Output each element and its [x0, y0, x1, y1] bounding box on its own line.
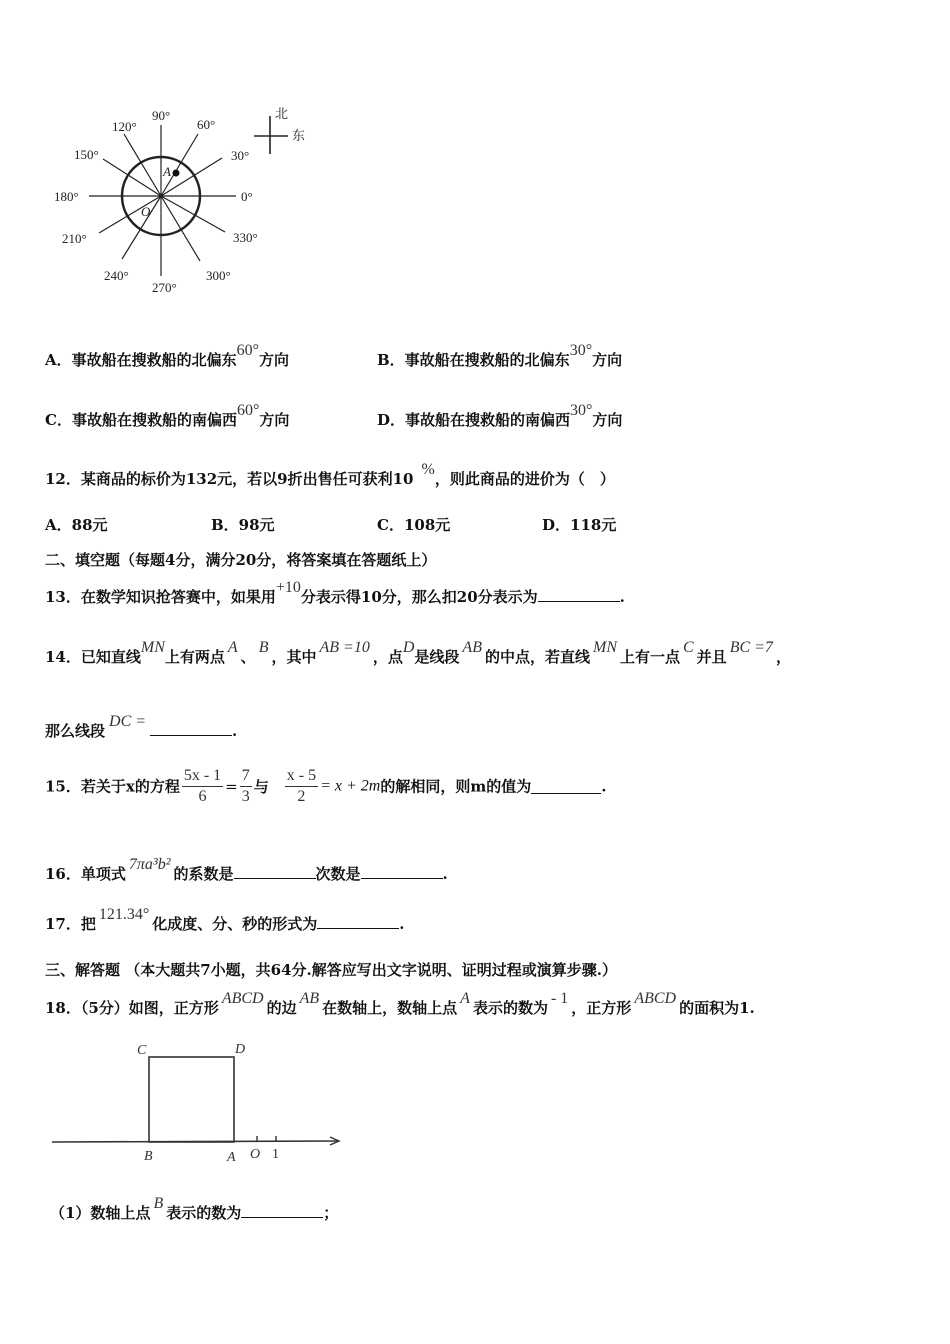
- q18-t6: 的面积为1.: [679, 999, 755, 1017]
- q18-1-t1: （1）数轴上点: [50, 1204, 151, 1222]
- q14-answer-blank[interactable]: [150, 721, 232, 736]
- q14-t7: 的中点，若直线: [484, 648, 590, 666]
- q17-t1: 17．把: [45, 915, 96, 933]
- vertex-b-label: B: [144, 1149, 153, 1164]
- q14-a: A: [227, 639, 238, 656]
- q16-end: .: [442, 865, 448, 883]
- tick-one-label: 1: [272, 1147, 279, 1162]
- q15-answer-blank[interactable]: [531, 779, 601, 794]
- q14-mn2: MN: [592, 639, 617, 656]
- q18-t4: 表示的数为: [472, 999, 548, 1017]
- q15-t1: 15．若关于x的方程: [45, 777, 180, 796]
- angle-label-120: 120°: [112, 119, 137, 134]
- origin-o-label: O: [250, 1147, 261, 1162]
- option-b-suffix: 方向: [592, 351, 623, 369]
- q14-t9: 并且: [696, 648, 727, 666]
- angle-label-30: 30°: [231, 148, 250, 163]
- q18-1-answer-blank[interactable]: [241, 1203, 323, 1218]
- q12-option-d[interactable]: D．118元: [542, 516, 617, 534]
- vertex-c-label: C: [137, 1043, 147, 1058]
- option-d-text: D．事故船在搜救船的南偏西: [377, 411, 571, 429]
- q12-percent: %: [421, 461, 435, 478]
- q15-f3-num: x - 5: [285, 766, 318, 787]
- q14-t1: 14．已知直线: [45, 648, 141, 666]
- point-a-label: A: [163, 164, 171, 179]
- q14-bc7: BC =7: [729, 639, 773, 656]
- q12-option-a[interactable]: A．88元: [45, 516, 108, 534]
- q14-end: .: [232, 722, 238, 740]
- option-c-angle: 60°: [236, 402, 260, 419]
- option-a[interactable]: [45, 342, 290, 370]
- square-number-line-figure: [45, 1035, 355, 1170]
- q13-text-b: 分表示得10分，那么扣20分表示为: [300, 588, 538, 606]
- q15-f1-num: 5x - 1: [182, 766, 223, 787]
- q14-t4: ，其中: [271, 648, 317, 666]
- question-18: [45, 990, 755, 1018]
- q15-f2-den: 3: [241, 788, 250, 805]
- q15-f2-num: 7: [240, 766, 252, 787]
- q18-abcd2: ABCD: [634, 990, 677, 1007]
- q15-rhs: = x + 2m: [320, 777, 381, 795]
- q15-t2: 与: [253, 777, 269, 796]
- option-a-text: A．事故船在搜救船的北偏东: [45, 351, 237, 369]
- q12-option-b[interactable]: B．98元: [211, 516, 275, 534]
- q14-line2: 那么线段: [45, 722, 106, 740]
- q13-math: +10: [275, 579, 301, 596]
- angle-label-90: 90°: [152, 108, 171, 123]
- q15-fraction-3: [285, 766, 318, 807]
- section-3-heading: 三、解答题 （本大题共7小题，共64分.解答应写出文字说明、证明过程或演算步骤.）: [45, 961, 617, 979]
- angle-label-300: 300°: [206, 268, 231, 283]
- q16-degree-blank[interactable]: [361, 864, 443, 879]
- section-2-heading: 二、填空题（每题4分，满分20分，将答案填在答题纸上）: [45, 551, 437, 569]
- q14-t10: ，: [775, 648, 791, 666]
- angle-label-270: 270°: [152, 280, 177, 295]
- q15-fraction-2: [240, 766, 252, 807]
- q14-c: C: [683, 639, 694, 656]
- q15-fraction-1: [182, 766, 223, 807]
- q17-math: 121.34°: [98, 906, 150, 923]
- q15-end: .: [601, 777, 607, 796]
- q18-neg1: - 1: [550, 990, 569, 1007]
- question-14-line-2: [45, 713, 238, 741]
- q18-abcd: ABCD: [221, 990, 264, 1007]
- option-c-text: C．事故船在搜救船的南偏西: [45, 411, 237, 429]
- q14-t8: 上有一点: [619, 648, 680, 666]
- question-16: [45, 856, 448, 884]
- q12-option-c[interactable]: C．108元: [377, 516, 451, 534]
- q15-eq: =: [225, 777, 238, 796]
- q16-t3: 次数是: [315, 865, 361, 883]
- q12-text-a: 12．某商品的标价为132元，若以9折出售任可获利10: [45, 470, 414, 488]
- angle-label-210: 210°: [62, 231, 87, 246]
- q13-end: .: [619, 588, 625, 606]
- option-c[interactable]: [45, 402, 290, 430]
- q14-ab: AB: [462, 639, 482, 656]
- question-14: [45, 639, 791, 667]
- vertex-a-label: A: [227, 1150, 236, 1165]
- angle-label-330: 330°: [233, 230, 258, 245]
- q14-mn: MN: [140, 639, 165, 656]
- question-17: [45, 906, 405, 934]
- q12-text-b: ，则此商品的进价为（ ）: [434, 470, 615, 488]
- q18-1-t2: 表示的数为: [166, 1204, 242, 1222]
- q14-t2: 上有两点: [164, 648, 225, 666]
- angle-label-60: 60°: [197, 117, 216, 132]
- q18-t2: 的边: [266, 999, 297, 1017]
- point-o-label: O: [141, 204, 151, 219]
- q17-answer-blank[interactable]: [317, 914, 399, 929]
- q18-ab: AB: [299, 990, 320, 1007]
- q16-math: 7πa³b²: [128, 856, 171, 873]
- q16-t2: 的系数是: [173, 865, 234, 883]
- question-12: [45, 461, 615, 489]
- q18-1-b: B: [153, 1195, 164, 1212]
- point-a-dot: [173, 170, 180, 177]
- q16-t1: 16．单项式: [45, 865, 126, 883]
- option-d-suffix: 方向: [592, 411, 623, 429]
- q14-dc: DC =: [109, 713, 147, 730]
- q14-ab10: AB =10: [319, 639, 370, 656]
- q18-t3: 在数轴上，数轴上点: [322, 999, 458, 1017]
- q18-t5: ，正方形: [571, 999, 632, 1017]
- option-a-angle: 60°: [236, 342, 260, 359]
- q14-t5: ，点: [372, 648, 403, 666]
- q14-t3: 、: [240, 648, 256, 666]
- option-b-text: B．事故船在搜救船的北偏东: [377, 351, 570, 369]
- q17-end: .: [399, 915, 405, 933]
- option-b-angle: 30°: [569, 342, 593, 359]
- q16-coefficient-blank[interactable]: [234, 864, 316, 879]
- q15-f1-den: 6: [198, 788, 207, 805]
- q13-answer-blank[interactable]: [538, 587, 620, 602]
- angle-label-0: 0°: [241, 189, 253, 204]
- q15-t3: 的解相同，则m的值为: [380, 777, 532, 796]
- north-label: 北: [275, 106, 289, 121]
- question-13: [45, 579, 625, 607]
- vertex-d-label: D: [235, 1042, 246, 1057]
- q15-f3-den: 2: [297, 788, 306, 805]
- q13-text-a: 13．在数学知识抢答赛中，如果用: [45, 588, 276, 606]
- angle-label-240: 240°: [104, 268, 129, 283]
- option-b[interactable]: [377, 342, 623, 370]
- option-d[interactable]: [377, 402, 623, 430]
- question-15: [45, 766, 606, 807]
- east-label: 东: [292, 128, 306, 143]
- option-d-angle: 30°: [570, 402, 593, 419]
- q14-t6: 是线段: [414, 648, 460, 666]
- compass-figure: [45, 100, 325, 305]
- option-a-suffix: 方向: [259, 351, 290, 369]
- q18-1-end: ；: [323, 1204, 339, 1222]
- angle-label-180: 180°: [54, 189, 79, 204]
- question-18-part-1: [50, 1195, 339, 1223]
- q14-d: D: [402, 639, 415, 656]
- q17-t2: 化成度、分、秒的形式为: [152, 915, 318, 933]
- angle-label-150: 150°: [74, 147, 99, 162]
- q18-a: A: [460, 990, 470, 1007]
- q18-t1: 18．（5分）如图，正方形: [45, 999, 219, 1017]
- q14-b: B: [258, 639, 269, 656]
- option-c-suffix: 方向: [259, 411, 290, 429]
